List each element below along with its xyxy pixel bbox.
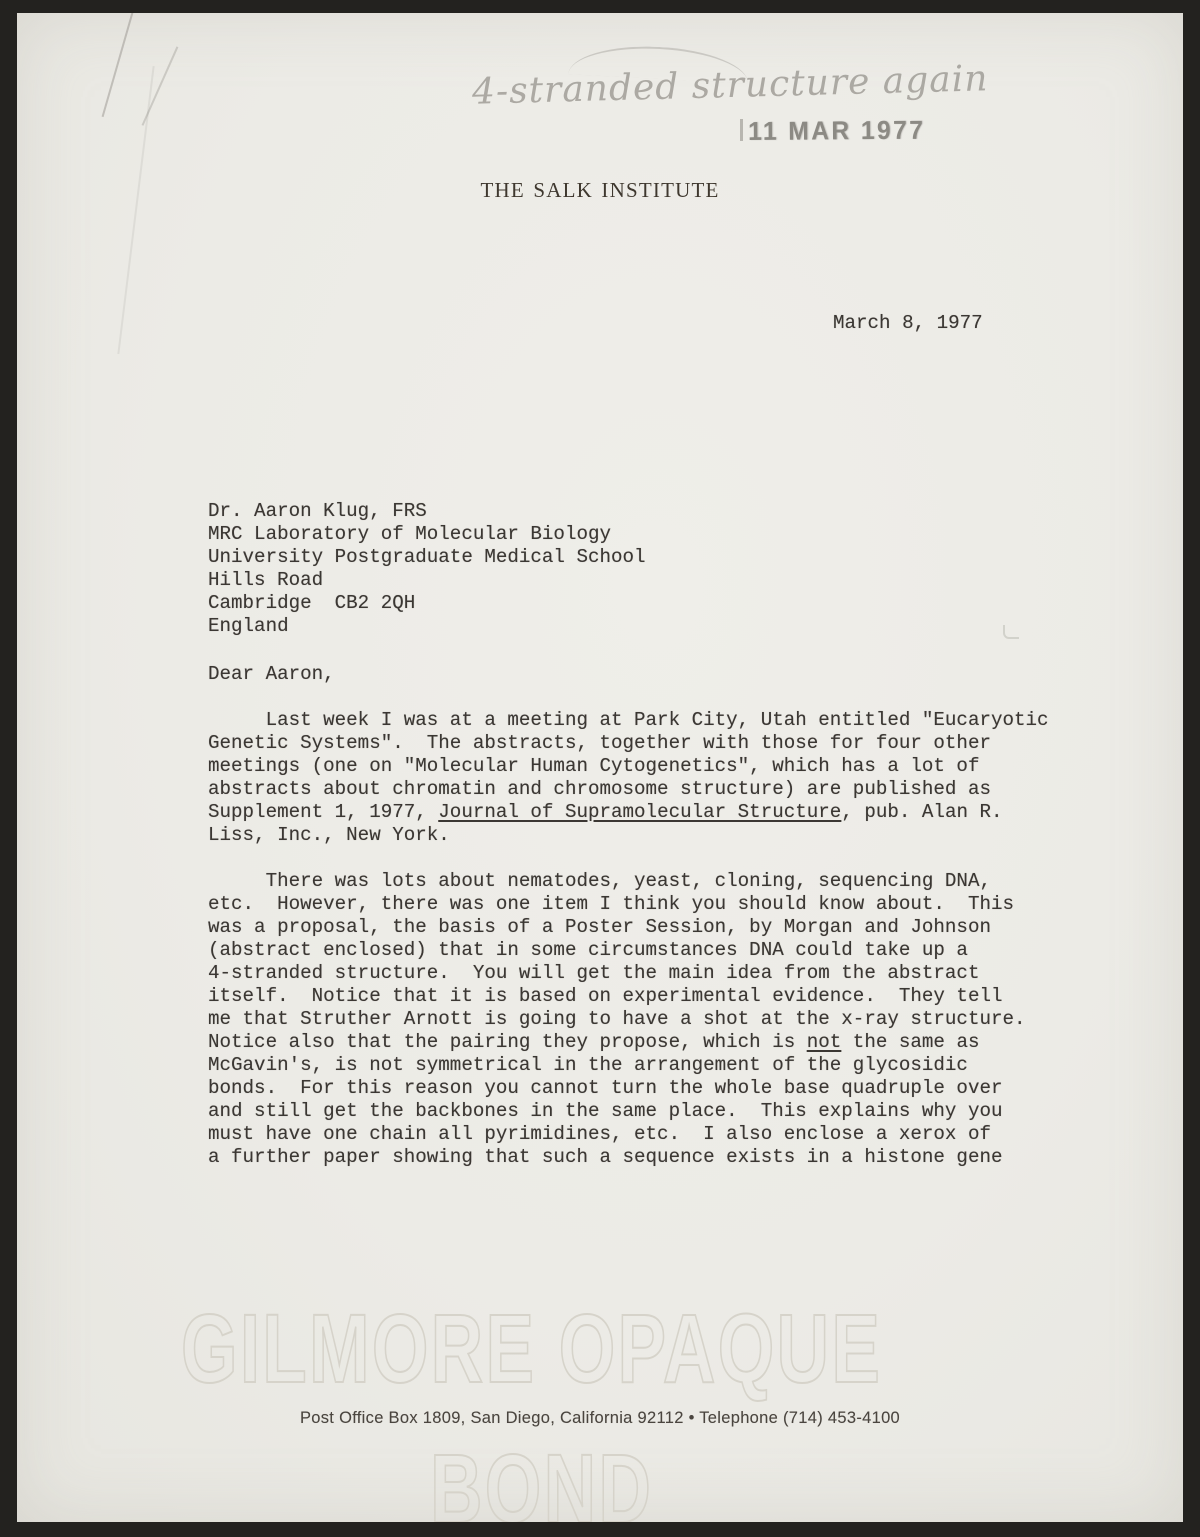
body-line: (abstract enclosed) that in some circumstances DNA could take up a xyxy=(208,939,968,961)
body-line: Last week I was at a meeting at Park City, Utah entitled "Eucaryotic xyxy=(208,709,1049,731)
watermark-line2: BOND xyxy=(430,1434,654,1522)
body-line: me that Struther Arnott is going to have a shot at the x-ray structure. xyxy=(208,1008,1026,1030)
body-line: a further paper showing that such a sequence exists in a histone gene xyxy=(208,1146,1003,1168)
recipient-address xyxy=(208,500,646,638)
paper-blemish xyxy=(1003,625,1019,639)
body-line: 4-stranded structure. You will get the main idea from the abstract xyxy=(208,962,980,984)
body-line: must have one chain all pyrimidines, etc. I also enclose a xerox of xyxy=(208,1123,991,1145)
letter-page xyxy=(17,13,1183,1522)
recipient-line: Hills Road xyxy=(208,569,324,591)
recipient-line: England xyxy=(208,615,289,637)
body-line: itself. Notice that it is based on experimental evidence. They tell xyxy=(208,985,1003,1007)
body-line: McGavin's, is not symmetrical in the arrangement of the glycosidic xyxy=(208,1054,968,1076)
recipient-line: University Postgraduate Medical School xyxy=(208,546,646,568)
recipient-line: Cambridge CB2 2QH xyxy=(208,592,416,614)
received-stamp: 11 MAR 1977 xyxy=(748,114,926,146)
body-line: abstracts about chromatin and chromosome structure) are published as xyxy=(208,778,991,800)
salutation: Dear Aaron, xyxy=(208,663,335,685)
recipient-line: MRC Laboratory of Molecular Biology xyxy=(208,523,612,545)
body-line: and still get the backbones in the same place. This explains why you xyxy=(208,1100,1003,1122)
letter-body xyxy=(208,709,1049,1192)
body-line: Notice also that the pairing they propose, which is not the same as xyxy=(208,1031,980,1053)
handwritten-note: 4-stranded structure again xyxy=(471,58,989,113)
body-line: meetings (one on "Molecular Human Cytogenetics", which has a lot of xyxy=(208,755,980,777)
letter-date: March 8, 1977 xyxy=(833,312,983,334)
body-line: Genetic Systems". The abstracts, together with those for four other xyxy=(208,732,991,754)
paragraph xyxy=(208,870,1049,1169)
pencil-mark xyxy=(117,66,154,354)
body-line: was a proposal, the basis of a Poster Session, by Morgan and Johnson xyxy=(208,916,991,938)
pencil-mark xyxy=(102,13,135,117)
body-line: bonds. For this reason you cannot turn the whole base quadruple over xyxy=(208,1077,1003,1099)
scan-content xyxy=(17,13,1183,1522)
body-line: Supplement 1, 1977, Journal of Supramolecular Structure, pub. Alan R. xyxy=(208,801,1003,823)
body-line: There was lots about nematodes, yeast, cloning, sequencing DNA, xyxy=(208,870,991,892)
stamp-artifact xyxy=(740,119,743,141)
footer-address: Post Office Box 1809, San Diego, California 92112 • Telephone (714) 453-4100 xyxy=(299,1409,901,1427)
body-line: etc. However, there was one item I think you should know about. This xyxy=(208,893,1015,915)
letterhead-title: THE SALK INSTITUTE xyxy=(480,178,720,202)
watermark-line1: GILMORE OPAQUE xyxy=(181,1294,883,1403)
paragraph xyxy=(208,709,1049,847)
body-line: Liss, Inc., New York. xyxy=(208,824,450,846)
recipient-line: Dr. Aaron Klug, FRS xyxy=(208,500,427,522)
